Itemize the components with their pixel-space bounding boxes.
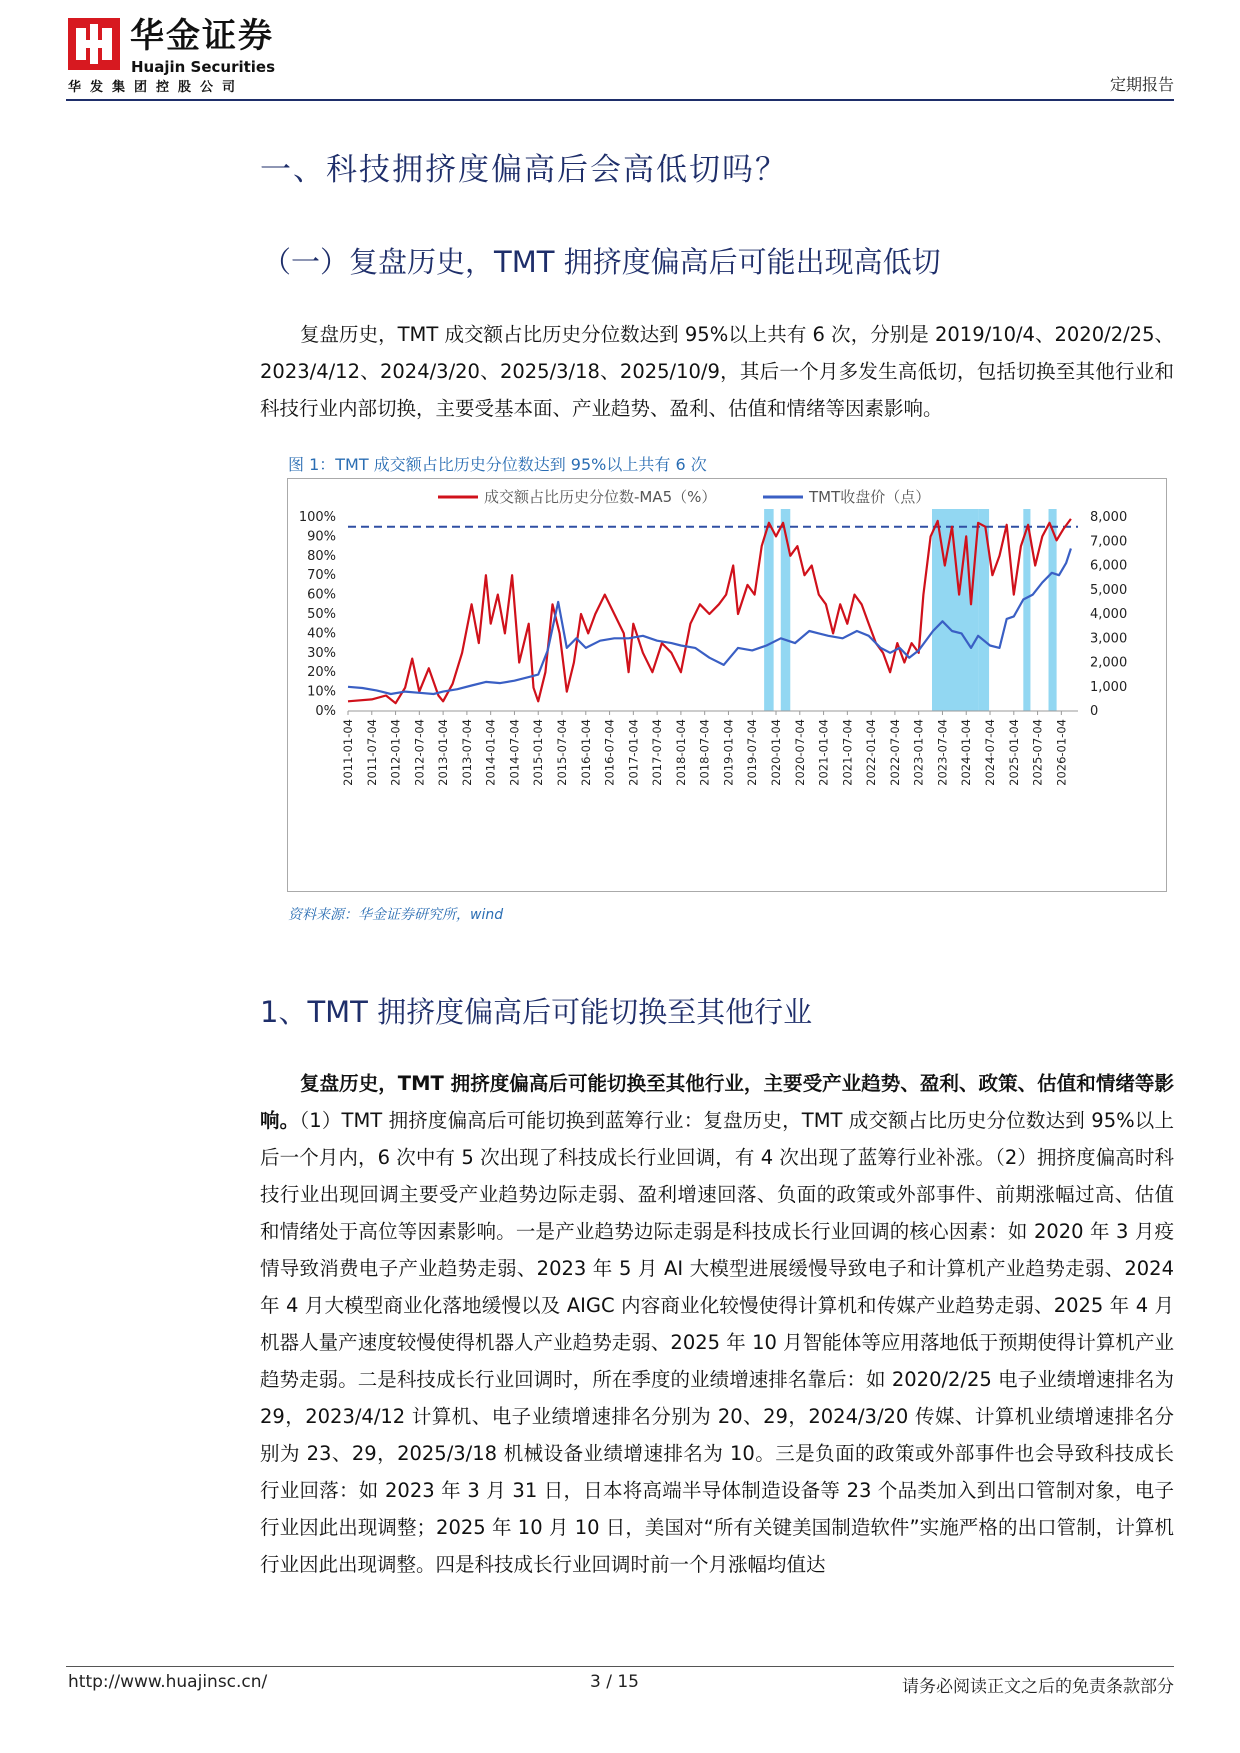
chart-frame — [287, 478, 1167, 892]
legend-label-percentile: 成交额占比历史分位数-MA5（%） — [484, 488, 717, 506]
footer-website-link[interactable]: http://www.huajinsc.cn/ — [68, 1672, 268, 1692]
logo-chinese: 华金证券 — [130, 16, 274, 56]
y-right-tick-label-3: 3,000 — [1090, 631, 1128, 647]
x-tick-label-29: 2025-07-04 — [1030, 719, 1045, 786]
highlight-period-2 — [932, 509, 978, 711]
section-title: 一、科技拥挤度偏高后会高低切吗？ — [260, 152, 788, 188]
body-bold-lead: 复盘历史，TMT 拥挤度偏高后可能切换至其他行业，主要受产业趋势、盈利、政策、估值和情绪等影响。 — [260, 1072, 1174, 1132]
x-tick-label-1: 2011-07-04 — [364, 719, 379, 786]
x-tick-label-23: 2022-07-04 — [887, 719, 902, 786]
y-left-tick-label-1: 10% — [307, 684, 336, 700]
x-tick-label-30: 2026-01-04 — [1054, 719, 1069, 786]
logo-english: Huajin Securities — [131, 58, 276, 76]
x-tick-label-8: 2015-01-04 — [531, 719, 546, 786]
y-left-tick-label-0: 0% — [315, 704, 336, 719]
parent-company: 华发集团控股公司 — [68, 80, 245, 95]
y-right-tick-label-7: 7,000 — [1090, 534, 1128, 550]
tmt-chart — [288, 479, 1166, 891]
x-tick-label-17: 2019-07-04 — [745, 719, 760, 786]
x-tick-label-11: 2016-07-04 — [602, 719, 617, 786]
y-left-tick-label-6: 60% — [307, 587, 336, 603]
y-right-tick-label-5: 5,000 — [1090, 582, 1128, 598]
y-right-tick-label-8: 8,000 — [1090, 510, 1128, 525]
x-tick-label-25: 2023-07-04 — [935, 719, 950, 786]
highlight-period-0 — [764, 509, 774, 711]
x-tick-label-18: 2020-01-04 — [769, 719, 784, 786]
body-text: （1）TMT 拥挤度偏高后可能切换到蓝筹行业：复盘历史，TMT 成交额占比历史分位数达到 95%以上后一个月内，6 次中有 5 次出现了科技成长行业回调，有 4 次出现了蓝筹行业补涨。（2）拥挤度偏高时科技行业出现回调主要受产业趋势边际走弱、盈利增速回落、负面的政策或外部事件、前期涨幅过高、估值和情绪处于高位等因素影响。一是产业趋势边际走弱是科技成长行业回调的核心因素：如 2020 年 3 月疫情导致消费电子产业趋势走弱、2023 年 5 月 AI 大模型进展缓慢导致电子和计算机产业趋势走弱、2024 年 4 月大模型商业化落地缓慢以及 AIGC 内容商业化较慢使得计算机和传媒产业趋势走弱、2025 年 4 月机器人量产速度较慢使得机器人产业趋势走弱、2025 年 10 月智能体等应用落地低于预期使得计算机产业趋势走弱。二是科技成长行业回调时，所在季度的业绩增速排名靠后：如 2020/2/25 电子业绩增速排名为 29，2023/4/12 计算机、电子业绩增速排名分别为 20、29，2024/3/20 传媒、计算机业绩增速排名分别为 23、29，2025/3/18 机械设备业绩增速排名为 10。三是负面的政策或外部事件也会导致科技成长行业回落：如 2023 年 3 月 31 日，日本将高端半导体制造设备等 23 个品类加入到出口管制对象，电子行业因此出现调整；2025 年 10 月 10 日，美国对“所有关键美国制造软件”实施严格的出口管制，计算机行业因此出现调整。四是科技成长行业回调时前一个月涨幅均值达 — [260, 1109, 1174, 1576]
x-tick-label-16: 2019-01-04 — [721, 719, 736, 786]
subsection2-title: 1、TMT 拥挤度偏高后可能切换至其他行业 — [260, 995, 813, 1029]
intro-paragraph — [260, 316, 1174, 427]
y-right-tick-label-6: 6,000 — [1090, 558, 1128, 574]
y-left-tick-label-8: 80% — [307, 548, 336, 564]
y-right-tick-label-1: 1,000 — [1090, 679, 1128, 695]
huajin-logo-icon — [68, 18, 120, 70]
y-left-tick-label-9: 90% — [307, 529, 336, 545]
legend-label-tmt-close: TMT收盘价（点） — [809, 488, 931, 506]
highlight-period-1 — [781, 509, 791, 711]
company-logo — [68, 14, 348, 84]
figure-caption: 图 1：TMT 成交额占比历史分位数达到 95%以上共有 6 次 — [288, 455, 707, 474]
y-left-tick-label-4: 40% — [307, 626, 336, 642]
x-tick-label-14: 2018-01-04 — [673, 719, 688, 786]
x-tick-label-2: 2012-01-04 — [388, 719, 403, 786]
highlight-period-4 — [1023, 509, 1030, 711]
y-left-tick-label-7: 70% — [307, 568, 336, 584]
x-tick-label-9: 2015-07-04 — [555, 719, 570, 786]
y-left-tick-label-3: 30% — [307, 645, 336, 661]
x-tick-label-10: 2016-01-04 — [578, 719, 593, 786]
y-right-tick-label-0: 0 — [1090, 704, 1099, 719]
x-tick-label-28: 2025-01-04 — [1006, 719, 1021, 786]
x-tick-label-19: 2020-07-04 — [792, 719, 807, 786]
x-tick-label-7: 2014-07-04 — [507, 719, 522, 786]
figure-source: 资料来源：华金证券研究所，wind — [288, 907, 504, 923]
y-right-tick-label-4: 4,000 — [1090, 607, 1128, 622]
x-tick-label-15: 2018-07-04 — [697, 719, 712, 786]
x-tick-label-5: 2013-07-04 — [459, 719, 474, 786]
page-number: 3 / 15 — [590, 1672, 639, 1692]
x-tick-label-13: 2017-07-04 — [650, 719, 665, 786]
x-tick-label-3: 2012-07-04 — [412, 719, 427, 786]
x-tick-label-12: 2017-01-04 — [626, 719, 641, 786]
x-tick-label-4: 2013-01-04 — [436, 719, 451, 786]
intro-text: 复盘历史，TMT 成交额占比历史分位数达到 95%以上共有 6 次，分别是 2019/10/4、2020/2/25、2023/4/12、2024/3/20、2025/3/18、2025/10/9，其后一个月多发生高低切，包括切换至其他行业和科技行业内部切换，主要受基本面、产业趋势、盈利、估值和情绪等因素影响。 — [260, 323, 1174, 420]
header-divider — [66, 99, 1174, 101]
x-tick-label-27: 2024-07-04 — [983, 719, 998, 786]
footer-divider — [66, 1666, 1174, 1667]
footer-disclaimer: 请务必阅读正文之后的免责条款部分 — [902, 1677, 1174, 1697]
y-right-tick-label-2: 2,000 — [1090, 655, 1128, 671]
x-tick-label-22: 2022-01-04 — [864, 719, 879, 786]
x-tick-label-24: 2023-01-04 — [911, 719, 926, 786]
x-tick-label-0: 2011-01-04 — [341, 719, 355, 786]
y-left-tick-label-2: 20% — [307, 665, 336, 681]
body-paragraph — [260, 1065, 1174, 1583]
x-tick-label-21: 2021-07-04 — [840, 719, 855, 786]
x-tick-label-26: 2024-01-04 — [959, 719, 974, 786]
y-left-tick-label-5: 50% — [307, 607, 336, 622]
x-tick-label-6: 2014-01-04 — [483, 719, 498, 786]
x-tick-label-20: 2021-01-04 — [816, 719, 831, 786]
y-left-tick-label-10: 100% — [298, 510, 336, 525]
subsection-title: （一）复盘历史，TMT 拥挤度偏高后可能出现高低切 — [262, 245, 941, 279]
report-type: 定期报告 — [1109, 75, 1174, 94]
